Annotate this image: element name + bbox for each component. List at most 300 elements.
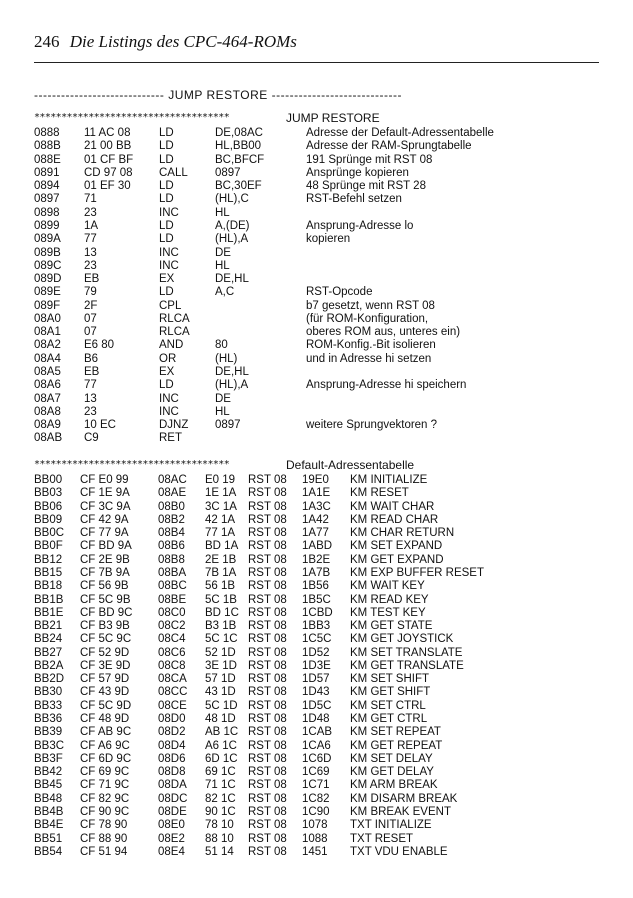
- listing-cell: 08B6: [158, 540, 185, 553]
- listing-cell: 48 1D: [205, 713, 236, 726]
- listing-cell: 1D48: [302, 713, 330, 726]
- listing-cell: RST 08: [248, 819, 287, 832]
- listing-cell: 1CAB: [302, 726, 333, 739]
- listing-cell: KM SET DELAY: [350, 752, 433, 765]
- listing-cell: 1B2E: [302, 553, 331, 566]
- listing-cell: HL: [215, 405, 230, 418]
- listing-cell: 088E: [34, 153, 61, 166]
- listing-cell: 088B: [34, 140, 61, 153]
- listing-cell: KM READ CHAR: [350, 513, 439, 526]
- listing-cell: LD: [159, 219, 174, 232]
- listing-cell: KM SET SHIFT: [350, 673, 430, 686]
- listing-cell: 08E2: [158, 832, 185, 845]
- listing-cell: CF 3C 9A: [80, 500, 131, 513]
- listing-cell: TXT VDU ENABLE: [350, 845, 448, 858]
- listing-cell: 08A8: [34, 405, 61, 418]
- listing-cell: LD: [159, 193, 174, 206]
- listing-cell: RST 08: [248, 606, 287, 619]
- listing-cell: BC,BFCF: [215, 153, 265, 166]
- listing-cell: 08DE: [158, 806, 187, 818]
- listing-cell: 089E: [34, 286, 61, 299]
- listing-cell: BB2A: [34, 659, 64, 672]
- listing-cell: BD 1A: [205, 540, 239, 553]
- listing-cell: KM GET STATE: [350, 620, 433, 633]
- listing-cell: E0 19: [205, 474, 236, 486]
- listing-cell: CF 5C 9B: [80, 593, 131, 606]
- listing-cell: (HL),A: [215, 379, 249, 392]
- listing-cell: KM WAIT KEY: [350, 580, 425, 593]
- listing-cell: 1ABD: [302, 540, 333, 553]
- listing-cell: 51 14: [205, 845, 234, 858]
- listing-cell: 13: [84, 392, 97, 405]
- listing-cell: INC: [159, 392, 179, 405]
- listing-cell: 1CBD: [302, 606, 333, 619]
- listing-cell: 56 1B: [205, 580, 236, 593]
- listing-cell: CF 3E 9D: [80, 659, 131, 672]
- listing-cell: 01 CF BF: [84, 153, 134, 166]
- listing-cell: 71: [84, 193, 97, 206]
- listing-cell: CF 5C 9D: [80, 699, 132, 712]
- listing-cell: CF 1E 9A: [80, 487, 130, 500]
- listing-cell: CF 42 9A: [80, 513, 129, 526]
- listing-cell: RST 08: [248, 673, 287, 686]
- listing-cell: 42 1A: [205, 513, 236, 526]
- listing-cell: EB: [84, 273, 100, 286]
- listing-cell: KM EXP BUFFER RESET: [350, 566, 484, 579]
- listing-cell: Adresse der RAM-Sprungtabelle: [306, 140, 472, 153]
- listing-cell: KM SET TRANSLATE: [350, 646, 463, 659]
- listing-cell: 1451: [302, 845, 328, 858]
- listing-cell: 08CC: [158, 686, 188, 699]
- listing-cell: 0898: [34, 206, 60, 219]
- listing-cell: EB: [84, 366, 100, 379]
- listing-cell: BB09: [34, 513, 63, 526]
- listing-cell: CF 6D 9C: [80, 752, 132, 765]
- listing-cell: CPL: [159, 299, 182, 312]
- listing-cell: BB0C: [34, 527, 65, 540]
- listing-cell: BB12: [34, 553, 63, 566]
- listing-cell: 1C90: [302, 806, 330, 818]
- listing-cell: KM BREAK EVENT: [350, 806, 451, 818]
- section-label-jump-restore: JUMP RESTORE: [286, 111, 380, 125]
- listing-cell: 08A2: [34, 339, 61, 352]
- stars-line-2: ************************************: [34, 459, 230, 470]
- listing-cell: BB54: [34, 845, 63, 858]
- listing-cell: BB2D: [34, 673, 65, 686]
- listing-cell: BB33: [34, 699, 63, 712]
- listing-cell: KM GET EXPAND: [350, 553, 444, 566]
- listing-cell: 0897: [34, 193, 60, 206]
- listing-cell: (HL),A: [215, 233, 249, 246]
- listing-cell: RST 08: [248, 500, 287, 513]
- listing-cell: 23: [84, 405, 97, 418]
- listing-cell: 11 AC 08: [84, 127, 131, 139]
- listing-cell: RST 08: [248, 752, 287, 765]
- listing-cell: 08C2: [158, 620, 186, 633]
- listing-cell: INC: [159, 206, 179, 219]
- listing-cell: 08B0: [158, 500, 185, 513]
- listing-cell: KM SET CTRL: [350, 699, 426, 712]
- listing-cell: RST 08: [248, 845, 287, 858]
- listing-cell: (HL),C: [215, 193, 249, 206]
- listing-cell: KM SET EXPAND: [350, 540, 443, 553]
- listing-cell: LD: [159, 233, 174, 246]
- listing-cell: 07: [84, 326, 97, 339]
- listing-cell: TXT INITIALIZE: [350, 819, 432, 832]
- listing-cell: 5C 1D: [205, 699, 238, 712]
- listing-cell: KM CHAR RETURN: [350, 527, 455, 540]
- listing-cell: DJNZ: [159, 419, 189, 432]
- listing-cell: CF 7B 9A: [80, 566, 130, 579]
- listing-cell: Ansprünge kopieren: [306, 166, 409, 179]
- listing-cell: 08A7: [34, 392, 61, 405]
- listing-cell: 1C82: [302, 792, 330, 805]
- listing-cell: RST 08: [248, 699, 287, 712]
- listing-cell: A6 1C: [205, 739, 237, 752]
- listing-cell: b7 gesetzt, wenn RST 08: [306, 299, 435, 312]
- listing-cell: (für ROM-Konfiguration,: [306, 312, 429, 325]
- listing-cell: 0897: [215, 419, 241, 432]
- listing-cell: BB4E: [34, 819, 64, 832]
- listing-cell: 1A1E: [302, 487, 331, 500]
- section-label-default-table: Default-Adressentabelle: [286, 458, 415, 472]
- listing-cell: INC: [159, 405, 179, 418]
- listing-cell: 1CA6: [302, 739, 331, 752]
- listing-cell: RST 08: [248, 726, 287, 739]
- listing-cell: BB42: [34, 766, 63, 779]
- listing-cell: CF 77 9A: [80, 527, 129, 540]
- listing-cell: 08AE: [158, 487, 187, 500]
- listing-cell: 1D5C: [302, 699, 332, 712]
- listing-cell: 089A: [34, 233, 61, 246]
- listing-cell: 43 1D: [205, 686, 236, 699]
- listing-cell: LD: [159, 180, 174, 193]
- listing-cell: 79: [84, 286, 97, 299]
- listing-cell: RST 08: [248, 779, 287, 792]
- listing-cell: LD: [159, 379, 174, 392]
- listing-cell: 08D6: [158, 752, 186, 765]
- listing-cell: 08A5: [34, 366, 61, 379]
- listing-cell: KM GET TRANSLATE: [350, 659, 464, 672]
- header-rule: [34, 62, 599, 63]
- listing-cell: KM ARM BREAK: [350, 779, 438, 792]
- listing-cell: RST 08: [248, 686, 287, 699]
- listing-cell: 1B5C: [302, 593, 331, 606]
- listing-cell: 08E4: [158, 845, 185, 858]
- listing-cell: 08A4: [34, 352, 61, 365]
- listing-cell: BB21: [34, 620, 63, 633]
- listing-cell: BB18: [34, 580, 63, 593]
- listing-cell: 5C 1B: [205, 593, 237, 606]
- listing-cell: 08D4: [158, 739, 186, 752]
- listing-cell: DE: [215, 392, 231, 405]
- listing-cell: KM GET JOYSTICK: [350, 633, 454, 646]
- listing-cell: BC,30EF: [215, 180, 262, 193]
- listing-cell: CF 90 9C: [80, 806, 130, 818]
- listing-cell: 08DC: [158, 792, 188, 805]
- listing-cell: INC: [159, 246, 179, 259]
- listing-cell: 1BB3: [302, 620, 331, 633]
- listing-cell: RST 08: [248, 513, 287, 526]
- listing-cell: 5C 1C: [205, 633, 238, 646]
- listing-cell: BB4B: [34, 806, 64, 818]
- listing-cell: und in Adresse hi setzen: [306, 352, 432, 365]
- listing-cell: B6: [84, 352, 99, 365]
- listing-cell: BB1B: [34, 593, 64, 606]
- listing-cell: TXT RESET: [350, 832, 414, 845]
- listing-cell: CF 57 9D: [80, 673, 130, 686]
- listing-cell: KM INITIALIZE: [350, 474, 428, 486]
- listing-cell: CF E0 99: [80, 474, 129, 486]
- listing-cell: DE,HL: [215, 273, 249, 286]
- listing-cell: BB06: [34, 500, 63, 513]
- listing-cell: 08E0: [158, 819, 185, 832]
- listing-cell: ROM-Konfig.-Bit isolieren: [306, 339, 436, 352]
- listing-cell: CF AB 9C: [80, 726, 132, 739]
- listing-cell: RST 08: [248, 713, 287, 726]
- listing-cell: weitere Sprungvektoren ?: [306, 419, 438, 432]
- listing-cell: 1C71: [302, 779, 330, 792]
- listing-cell: 1A7B: [302, 566, 331, 579]
- listing-cell: CF B3 9B: [80, 620, 130, 633]
- listing-cell: A,(DE): [215, 219, 250, 232]
- listing-cell: 08CE: [158, 699, 187, 712]
- listing-cell: RST 08: [248, 766, 287, 779]
- listing-cell: 08D0: [158, 713, 186, 726]
- listing-cell: BB24: [34, 633, 63, 646]
- listing-cell: KM WAIT CHAR: [350, 500, 435, 513]
- listing-cell: KM GET REPEAT: [350, 739, 443, 752]
- listing-cell: CF 56 9B: [80, 580, 129, 593]
- listing-cell: 71 1C: [205, 779, 236, 792]
- listing-cell: CF 52 9D: [80, 646, 130, 659]
- page-header: [34, 32, 297, 52]
- listing-cell: 1A77: [302, 527, 329, 540]
- listing-cell: 1D52: [302, 646, 330, 659]
- listing-cell: AB 1C: [205, 726, 239, 739]
- listing-cell: KM GET SHIFT: [350, 686, 431, 699]
- listing-cell: RLCA: [159, 312, 190, 325]
- listing-cell: CF BD 9C: [80, 606, 133, 619]
- listing-cell: BB39: [34, 726, 63, 739]
- listing-cell: RST 08: [248, 806, 287, 818]
- section-banner: ----------------------------- JUMP RESTORE -----------------------------: [34, 88, 403, 102]
- listing-cell: 1A: [84, 219, 99, 232]
- listing-cell: 08D8: [158, 766, 186, 779]
- listing-cell: LD: [159, 140, 174, 153]
- listing-cell: 10 EC: [84, 419, 116, 432]
- listing-cell: 089F: [34, 299, 61, 312]
- listing-cell: 08BA: [158, 566, 187, 579]
- listing-cell: KM RESET: [350, 487, 409, 500]
- listing-cell: 82 1C: [205, 792, 236, 805]
- listing-cell: CF BD 9A: [80, 540, 132, 553]
- listing-cell: 19E0: [302, 474, 329, 486]
- listing-cell: 08CA: [158, 673, 187, 686]
- listing-cell: HL,BB00: [215, 140, 262, 153]
- listing-cell: kopieren: [306, 233, 351, 246]
- listing-cell: BD 1C: [205, 606, 239, 619]
- listing-cell: 13: [84, 246, 97, 259]
- listing-cell: 1D43: [302, 686, 330, 699]
- listing-cell: E6 80: [84, 339, 115, 352]
- listing-cell: RST 08: [248, 527, 287, 540]
- listing-cell: 1078: [302, 819, 328, 832]
- listing-cell: 1A3C: [302, 500, 331, 513]
- listing-cell: 1C69: [302, 766, 330, 779]
- listing-cell: LD: [159, 127, 174, 139]
- listing-cell: CF A6 9C: [80, 739, 130, 752]
- listing-cell: 08B8: [158, 553, 185, 566]
- listing-cell: BB51: [34, 832, 63, 845]
- listing-cell: RST 08: [248, 739, 287, 752]
- listing-cell: 08C8: [158, 659, 186, 672]
- listing-cell: RST 08: [248, 792, 287, 805]
- listing-cell: AND: [159, 339, 184, 352]
- listing-cell: 6D 1C: [205, 752, 238, 765]
- listing-cell: BB45: [34, 779, 63, 792]
- listing-cell: KM GET DELAY: [350, 766, 434, 779]
- listing-cell: 88 10: [205, 832, 234, 845]
- listing-cell: LD: [159, 286, 174, 299]
- listing-cell: 1C5C: [302, 633, 332, 646]
- listing-cell: 089B: [34, 246, 61, 259]
- listing-cell: 08AB: [34, 432, 63, 445]
- listing-cell: 08C4: [158, 633, 186, 646]
- listing-cell: CALL: [159, 166, 188, 179]
- listing-cell: 48 Sprünge mit RST 28: [306, 180, 426, 193]
- listing-cell: 77: [84, 379, 97, 392]
- listing-cell: 77 1A: [205, 527, 236, 540]
- listing-cell: 089C: [34, 259, 62, 272]
- listing-cell: 0891: [34, 166, 60, 179]
- listing-cell: 0899: [34, 219, 60, 232]
- listing-cell: KM GET CTRL: [350, 713, 428, 726]
- listing-cell: RLCA: [159, 326, 190, 339]
- listing-cell: BB48: [34, 792, 63, 805]
- listing-cell: oberes ROM aus, unteres ein): [306, 326, 461, 339]
- listing-cell: 08BE: [158, 593, 187, 606]
- listing-cell: RST 08: [248, 553, 287, 566]
- listing-cell: RST 08: [248, 659, 287, 672]
- listing-cell: RET: [159, 432, 182, 445]
- listing-cell: 08BC: [158, 580, 187, 593]
- listing-cell: RST-Befehl setzen: [306, 193, 402, 206]
- listing-cell: BB00: [34, 474, 63, 486]
- listing-cell: 21 00 BB: [84, 140, 132, 153]
- listing-cell: KM TEST KEY: [350, 606, 426, 619]
- listing-cell: Ansprung-Adresse hi speichern: [306, 379, 467, 392]
- listing-cell: 23: [84, 259, 97, 272]
- listing-cell: INC: [159, 259, 179, 272]
- listing-cell: 2F: [84, 299, 98, 312]
- listing-cell: KM READ KEY: [350, 593, 429, 606]
- listing-cell: RST 08: [248, 646, 287, 659]
- listing-cell: CF 51 94: [80, 845, 128, 858]
- listing-cell: 69 1C: [205, 766, 236, 779]
- listing-cell: RST-Opcode: [306, 286, 373, 299]
- listing-cell: 3E 1D: [205, 659, 237, 672]
- listing-cell: EX: [159, 273, 175, 286]
- listing-cell: B3 1B: [205, 620, 237, 633]
- listing-cell: Adresse der Default-Adressentabelle: [306, 127, 494, 139]
- listing-cell: CF 5C 9C: [80, 633, 132, 646]
- listing-cell: 08C0: [158, 606, 186, 619]
- listing-cell: RST 08: [248, 620, 287, 633]
- listing-cell: 80: [215, 339, 228, 352]
- listing-cell: 08B4: [158, 527, 185, 540]
- listing-cell: DE,08AC: [215, 127, 263, 139]
- listing-cell: BB15: [34, 566, 63, 579]
- listing-cell: CF 82 9C: [80, 792, 130, 805]
- listing-cell: KM SET REPEAT: [350, 726, 441, 739]
- listing-cell: 08DA: [158, 779, 187, 792]
- listing-cell: RST 08: [248, 487, 287, 500]
- listing-cell: 1A42: [302, 513, 329, 526]
- listing-cell: 01 EF 30: [84, 180, 131, 193]
- listing-cell: 08C6: [158, 646, 186, 659]
- listing-cell: BB36: [34, 713, 63, 726]
- listing-cell: BB1E: [34, 606, 64, 619]
- listing-cell: 78 10: [205, 819, 234, 832]
- listing-cell: 1D57: [302, 673, 330, 686]
- listing-cell: DE: [215, 246, 231, 259]
- page-title: Die Listings des CPC-464-ROMs: [69, 32, 297, 51]
- listing-cell: EX: [159, 366, 175, 379]
- listing-cell: 1C6D: [302, 752, 332, 765]
- listing-cell: HL: [215, 206, 230, 219]
- listing-cell: RST 08: [248, 593, 287, 606]
- listing-cell: 0897: [215, 166, 241, 179]
- listing-cell: 089D: [34, 273, 62, 286]
- listing-cell: 3C 1A: [205, 500, 237, 513]
- listing-cell: 57 1D: [205, 673, 236, 686]
- listing-cell: 23: [84, 206, 97, 219]
- listing-cell: 1B56: [302, 580, 329, 593]
- listing-cell: Ansprung-Adresse lo: [306, 219, 414, 232]
- listing-cell: 08A0: [34, 312, 61, 325]
- stars-line-1: ************************************: [34, 112, 230, 123]
- listing-cell: LD: [159, 153, 174, 166]
- listing-cell: 08AC: [158, 474, 187, 486]
- listing-cell: CF 69 9C: [80, 766, 130, 779]
- listing-cell: 0894: [34, 180, 60, 193]
- listing-cell: CF 43 9D: [80, 686, 130, 699]
- page-number: 246: [34, 32, 60, 51]
- listing-cell: 08A1: [34, 326, 61, 339]
- listing-cell: BB30: [34, 686, 63, 699]
- listing-cell: DE,HL: [215, 366, 249, 379]
- listing-cell: CF 48 9D: [80, 713, 130, 726]
- listing-cell: BB27: [34, 646, 63, 659]
- listing-cell: 52 1D: [205, 646, 236, 659]
- listing-cell: RST 08: [248, 474, 287, 486]
- listing-cell: RST 08: [248, 566, 287, 579]
- listing-cell: 07: [84, 312, 97, 325]
- listing-cell: CD 97 08: [84, 166, 133, 179]
- listing-cell: BB3F: [34, 752, 63, 765]
- listing-cell: 0888: [34, 127, 60, 139]
- listing-cell: A,C: [215, 286, 235, 299]
- listing-cell: 90 1C: [205, 806, 236, 818]
- listing-cell: KM DISARM BREAK: [350, 792, 458, 805]
- listing-cell: C9: [84, 432, 99, 445]
- listing-cell: 1D3E: [302, 659, 331, 672]
- listing-cell: CF 71 9C: [80, 779, 130, 792]
- listing-cell: 77: [84, 233, 97, 246]
- listing-cell: 08B2: [158, 513, 185, 526]
- listing-cell: BB0F: [34, 540, 63, 553]
